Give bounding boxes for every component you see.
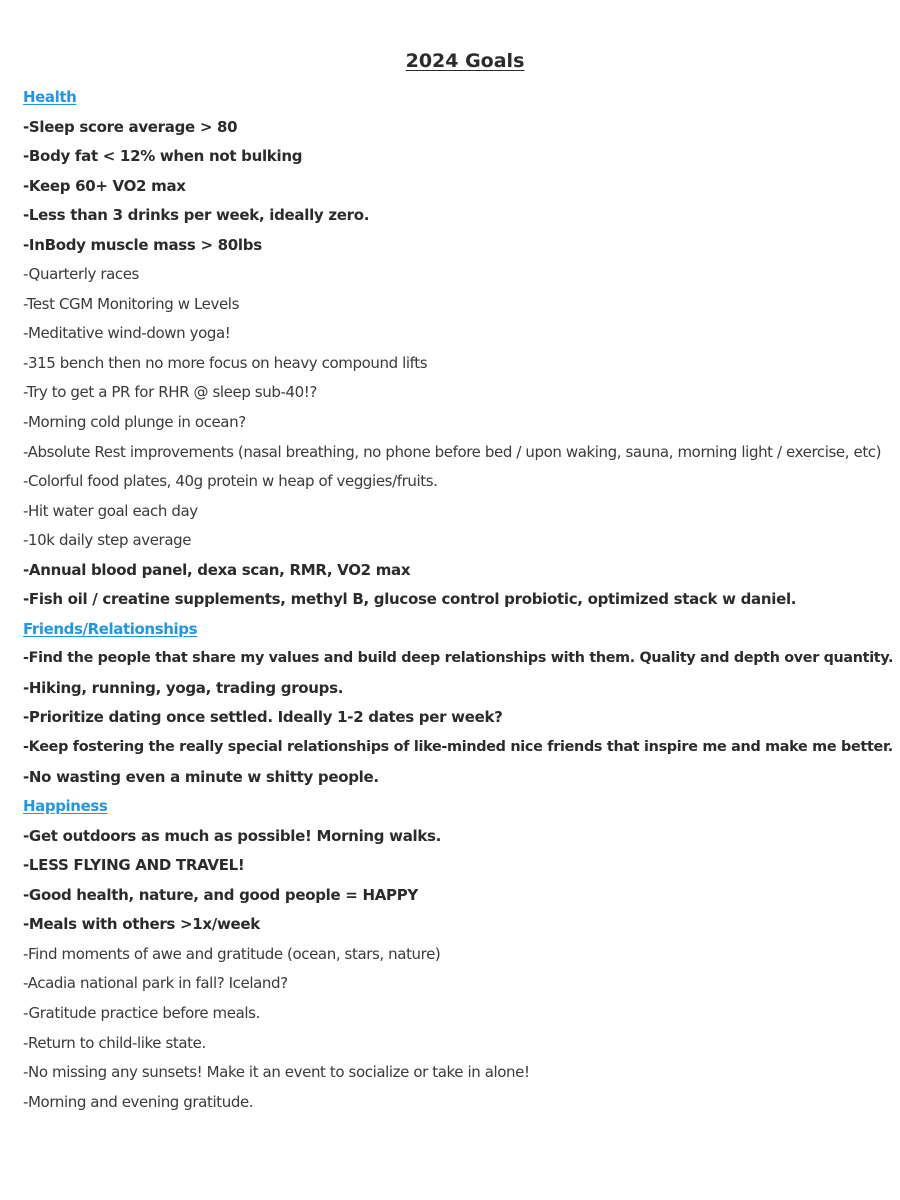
goal-item: -Gratitude practice before meals.: [23, 1003, 260, 1022]
goal-item: -Hiking, running, yoga, trading groups.: [23, 678, 344, 697]
goal-item: -Try to get a PR for RHR @ sleep sub-40!?: [23, 383, 317, 402]
goal-item: -No missing any sunsets! Make it an event to socialize or take in alone!: [23, 1063, 530, 1082]
goal-item: -Annual blood panel, dexa scan, RMR, VO2 max: [23, 560, 411, 579]
goal-item: -Keep 60+ VO2 max: [23, 176, 186, 195]
goal-item: -Find the people that share my values and build deep relationships with them. Quality and depth over quantity.: [23, 650, 894, 667]
goal-item: -Morning and evening gratitude.: [23, 1092, 254, 1111]
goals-list: [23, 83, 893, 1117]
goal-item: -No wasting even a minute w shitty people.: [23, 767, 379, 786]
section-heading-health[interactable]: Health: [23, 88, 77, 106]
goal-item: -Sleep score average > 80: [23, 117, 238, 136]
goal-item: -Fish oil / creatine supplements, methyl B, glucose control probiotic, optimized stack w daniel.: [23, 590, 797, 609]
document-title: 2024 Goals: [405, 50, 525, 72]
goal-item: -Quarterly races: [23, 265, 139, 284]
goal-item: -Return to child-like state.: [23, 1033, 206, 1052]
goal-item: -LESS FLYING AND TRAVEL!: [23, 856, 245, 875]
goal-item: -Hit water goal each day: [23, 501, 198, 520]
goal-item: -Prioritize dating once settled. Ideally 1-2 dates per week?: [23, 708, 503, 727]
goal-item: -Test CGM Monitoring w Levels: [23, 294, 239, 313]
goal-item: -Meals with others >1x/week: [23, 915, 260, 934]
goal-item: -10k daily step average: [23, 531, 192, 550]
goal-item: -Get outdoors as much as possible! Morning walks.: [23, 826, 442, 845]
goal-item: -315 bench then no more focus on heavy compound lifts: [23, 353, 428, 372]
goal-item: -Keep fostering the really special relationships of like-minded nice friends that inspire me and make me better.: [23, 739, 893, 756]
goal-item: -Good health, nature, and good people = HAPPY: [23, 885, 418, 904]
goal-item: -Absolute Rest improvements (nasal breathing, no phone before bed / upon waking, sauna, morning light / exercise, etc): [23, 442, 882, 461]
goal-item: -Less than 3 drinks per week, ideally zero.: [23, 206, 370, 225]
goal-item: -Find moments of awe and gratitude (ocean, stars, nature): [23, 944, 441, 963]
goal-item: -Meditative wind-down yoga!: [23, 324, 231, 343]
goal-item: -Colorful food plates, 40g protein w heap of veggies/fruits.: [23, 472, 438, 491]
goal-item: -Body fat < 12% when not bulking: [23, 147, 303, 166]
goal-item: -Morning cold plunge in ocean?: [23, 413, 246, 432]
goal-item: -InBody muscle mass > 80lbs: [23, 235, 262, 254]
section-heading-happiness[interactable]: Happiness: [23, 797, 108, 816]
goal-item: -Acadia national park in fall? Iceland?: [23, 974, 288, 993]
section-heading-friends-relationships[interactable]: Friends/Relationships: [23, 619, 198, 638]
